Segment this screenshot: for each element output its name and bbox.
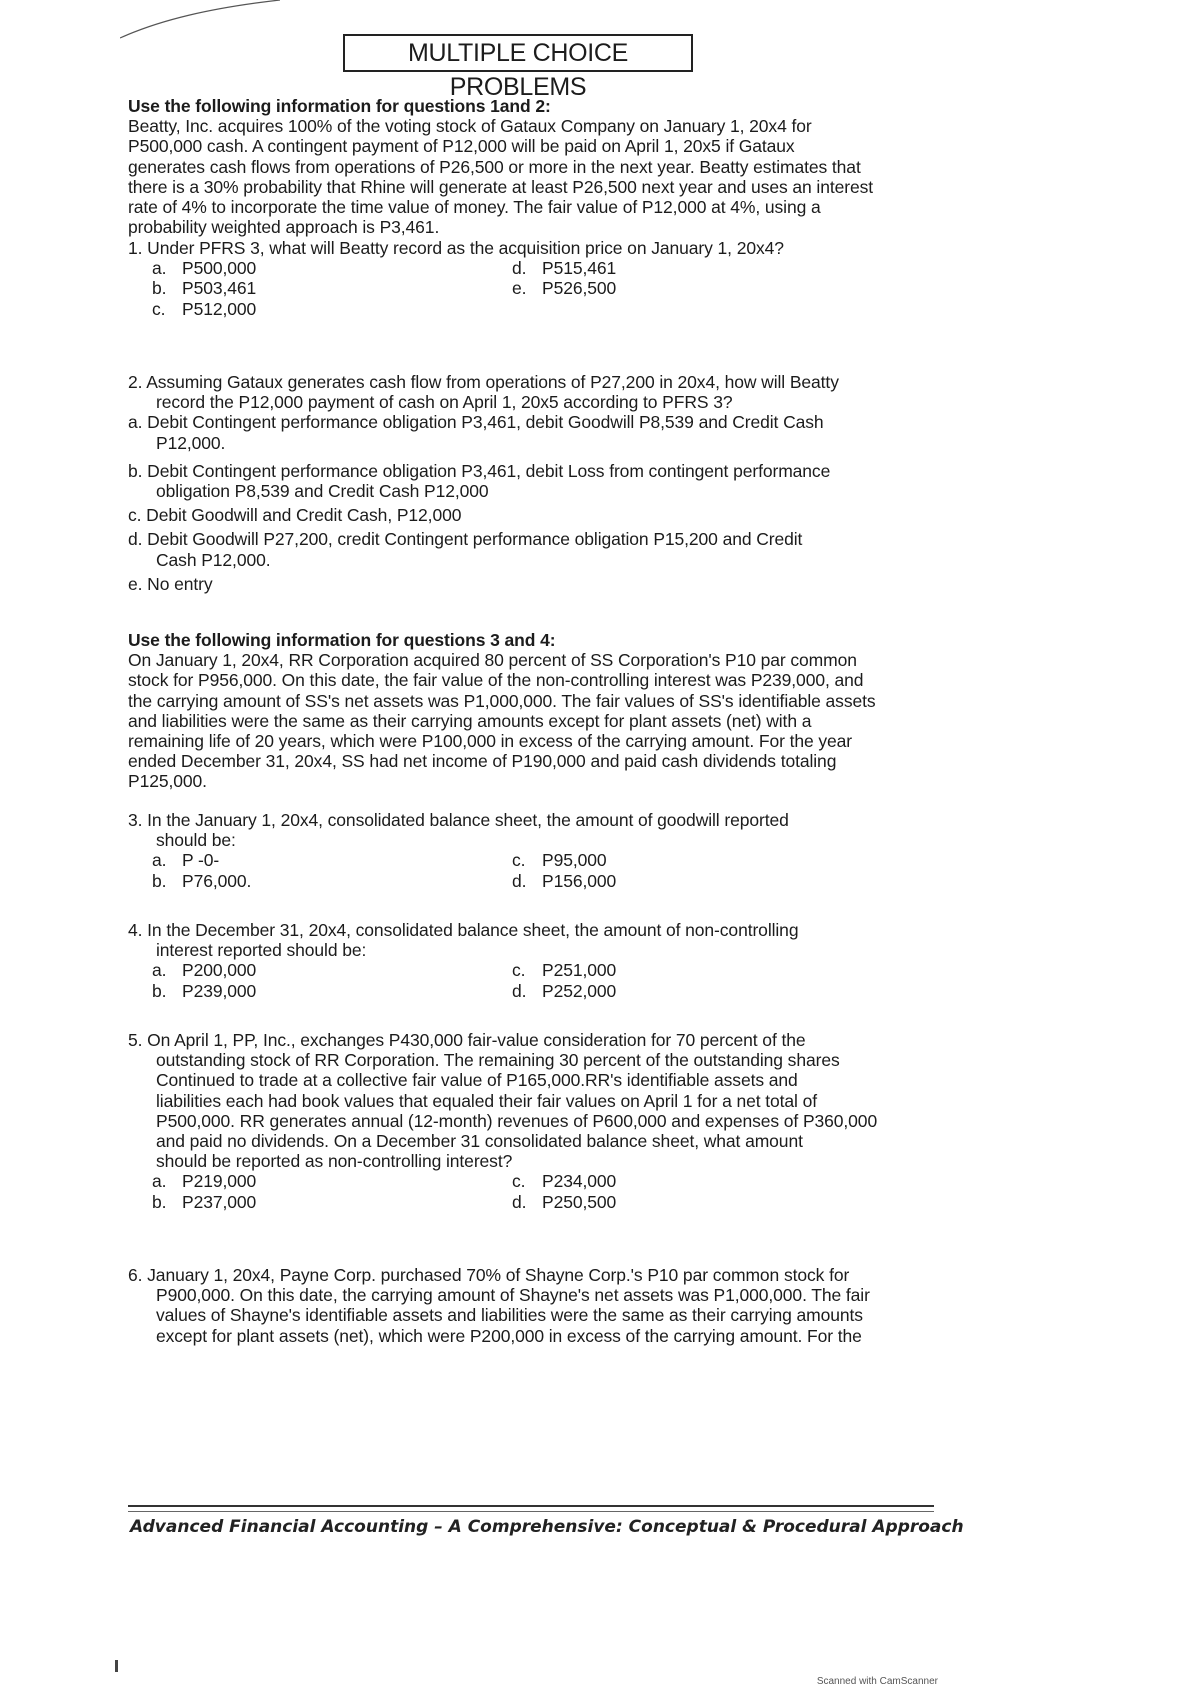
option-label: b. bbox=[152, 870, 167, 891]
question-stem: should be reported as non-controlling interest? bbox=[156, 1151, 513, 1172]
book-footer: Advanced Financial Accounting – A Comprehensive: Conceptual & Procedural Approach bbox=[130, 1517, 964, 1537]
intro-line: ended December 31, 20x4, SS had net income of P190,000 and paid cash dividends totaling bbox=[128, 751, 837, 772]
question-5 bbox=[128, 1030, 934, 1212]
question-stem: Continued to trade at a collective fair value of P165,000.RR's identifiable assets and bbox=[156, 1070, 798, 1091]
question-stem: 3. In the January 1, 20x4, consolidated balance sheet, the amount of goodwill reported bbox=[128, 810, 789, 830]
intro-line: probability weighted approach is P3,461. bbox=[128, 217, 440, 238]
question-6 bbox=[128, 1265, 934, 1346]
option-value: P252,000 bbox=[542, 980, 617, 1001]
option-label: c. bbox=[512, 1171, 526, 1192]
option-value: P251,000 bbox=[542, 960, 617, 981]
question-stem: 1. Under PFRS 3, what will Beatty record as the acquisition price on January 1, 20x4? bbox=[128, 238, 784, 258]
option-label: d. bbox=[512, 980, 527, 1001]
option-row bbox=[128, 299, 934, 319]
option-label: a. bbox=[152, 258, 167, 279]
option-label: d. bbox=[512, 258, 527, 279]
question-stem: liabilities each had book values that equaled their fair values on April 1 for a net total of bbox=[156, 1090, 817, 1111]
intro-heading: Use the following information for questions 3 and 4: bbox=[128, 630, 556, 650]
option-label: b. bbox=[152, 278, 167, 299]
question-stem: record the P12,000 payment of cash on April 1, 20x5 according to PFRS 3? bbox=[156, 392, 733, 413]
option-d-cont: Cash P12,000. bbox=[156, 549, 271, 570]
scan-mark bbox=[115, 1660, 118, 1672]
intro-q3-q4 bbox=[128, 630, 934, 792]
option-label: d. bbox=[512, 1191, 527, 1212]
question-stem: P900,000. On this date, the carrying amount of Shayne's net assets was P1,000,000. The fair bbox=[156, 1285, 870, 1306]
option-value: P156,000 bbox=[542, 870, 617, 891]
option-row bbox=[128, 258, 934, 278]
option-row bbox=[128, 871, 934, 891]
option-value: P512,000 bbox=[182, 298, 257, 319]
question-stem: P500,000. RR generates annual (12-month) revenues of P600,000 and expenses of P360,000 bbox=[156, 1110, 878, 1131]
option-value: P515,461 bbox=[542, 258, 617, 279]
option-value: P500,000 bbox=[182, 258, 257, 279]
option-row bbox=[128, 960, 934, 980]
intro-line: stock for P956,000. On this date, the fair value of the non-controlling interest was P239,000, and bbox=[128, 670, 864, 691]
intro-line: there is a 30% probability that Rhine will generate at least P26,500 next year and uses an interest bbox=[128, 176, 874, 197]
intro-line: Beatty, Inc. acquires 100% of the voting stock of Gataux Company on January 1, 20x4 for bbox=[128, 116, 812, 137]
option-value: P76,000. bbox=[182, 870, 252, 891]
option-label: c. bbox=[512, 850, 526, 871]
intro-line: remaining life of 20 years, which were P100,000 in excess of the carrying amount. For the year bbox=[128, 731, 853, 752]
question-stem: and paid no dividends. On a December 31 consolidated balance sheet, what amount bbox=[156, 1131, 803, 1152]
intro-heading: Use the following information for questions 1and 2: bbox=[128, 96, 551, 116]
page-edge-line bbox=[120, 0, 280, 60]
option-a-cont: P12,000. bbox=[156, 432, 226, 453]
question-stem: interest reported should be: bbox=[156, 940, 367, 961]
question-stem: 2. Assuming Gataux generates cash flow from operations of P27,200 in 20x4, how will Beatty bbox=[128, 372, 839, 392]
intro-line: the carrying amount of SS's net assets was P1,000,000. The fair values of SS's identifiable assets bbox=[128, 690, 876, 711]
option-row bbox=[128, 850, 934, 870]
question-stem: 5. On April 1, PP, Inc., exchanges P430,000 fair-value consideration for 70 percent of the bbox=[128, 1030, 806, 1050]
option-row bbox=[128, 1192, 934, 1212]
page-title: MULTIPLE CHOICE PROBLEMS bbox=[343, 34, 693, 72]
question-4 bbox=[128, 920, 934, 1001]
question-2 bbox=[128, 372, 934, 594]
intro-line: P500,000 cash. A contingent payment of P12,000 will be paid on April 1, 20x5 if Gataux bbox=[128, 136, 795, 157]
question-stem: values of Shayne's identifiable assets and liabilities were the same as their carrying amounts bbox=[156, 1305, 863, 1326]
intro-q1-q2 bbox=[128, 96, 934, 237]
option-value: P200,000 bbox=[182, 960, 257, 981]
option-b-cont: obligation P8,539 and Credit Cash P12,000 bbox=[156, 481, 489, 502]
option-e: e. No entry bbox=[128, 573, 213, 594]
option-label: c. bbox=[512, 960, 526, 981]
question-stem: 6. January 1, 20x4, Payne Corp. purchased 70% of Shayne Corp.'s P10 par common stock for bbox=[128, 1265, 850, 1285]
option-label: b. bbox=[152, 980, 167, 1001]
option-value: P -0- bbox=[182, 850, 220, 871]
option-label: a. bbox=[152, 960, 167, 981]
option-label: a. bbox=[152, 850, 167, 871]
intro-line: On January 1, 20x4, RR Corporation acquired 80 percent of SS Corporation's P10 par common bbox=[128, 650, 857, 671]
option-value: P95,000 bbox=[542, 850, 607, 871]
question-1 bbox=[128, 238, 934, 319]
option-value: P219,000 bbox=[182, 1171, 257, 1192]
question-stem: except for plant assets (net), which were P200,000 in excess of the carrying amount. For the bbox=[156, 1325, 862, 1346]
option-value: P234,000 bbox=[542, 1171, 617, 1192]
option-d: d. Debit Goodwill P27,200, credit Contingent performance obligation P15,200 and Credit bbox=[128, 529, 803, 550]
footer-divider bbox=[128, 1511, 934, 1512]
option-c: c. Debit Goodwill and Credit Cash, P12,000 bbox=[128, 505, 462, 526]
option-value: P250,500 bbox=[542, 1191, 617, 1212]
option-value: P503,461 bbox=[182, 278, 257, 299]
question-stem: outstanding stock of RR Corporation. The remaining 30 percent of the outstanding shares bbox=[156, 1050, 840, 1071]
question-3 bbox=[128, 810, 934, 891]
intro-line: and liabilities were the same as their carrying amounts except for plant assets (net) with a bbox=[128, 710, 812, 731]
option-b: b. Debit Contingent performance obligation P3,461, debit Loss from contingent performance bbox=[128, 460, 831, 481]
option-value: P526,500 bbox=[542, 278, 617, 299]
intro-line: generates cash flows from operations of P26,500 or more in the next year. Beatty estimates that bbox=[128, 156, 861, 177]
option-label: a. bbox=[152, 1171, 167, 1192]
scanner-watermark: Scanned with CamScanner bbox=[816, 1676, 938, 1687]
option-row bbox=[128, 278, 934, 298]
option-row bbox=[128, 981, 934, 1001]
option-a: a. Debit Contingent performance obligation P3,461, debit Goodwill P8,539 and Credit Cash bbox=[128, 412, 824, 433]
intro-line: rate of 4% to incorporate the time value of money. The fair value of P12,000 at 4%, using a bbox=[128, 197, 821, 218]
question-stem: 4. In the December 31, 20x4, consolidated balance sheet, the amount of non-controlling bbox=[128, 920, 799, 940]
intro-line: P125,000. bbox=[128, 771, 207, 792]
option-row bbox=[128, 1171, 934, 1191]
option-label: d. bbox=[512, 870, 527, 891]
option-value: P239,000 bbox=[182, 980, 257, 1001]
option-label: b. bbox=[152, 1191, 167, 1212]
option-value: P237,000 bbox=[182, 1191, 257, 1212]
question-stem: should be: bbox=[156, 830, 236, 851]
option-label: c. bbox=[152, 298, 166, 319]
option-label: e. bbox=[512, 278, 527, 299]
footer-divider bbox=[128, 1505, 934, 1507]
